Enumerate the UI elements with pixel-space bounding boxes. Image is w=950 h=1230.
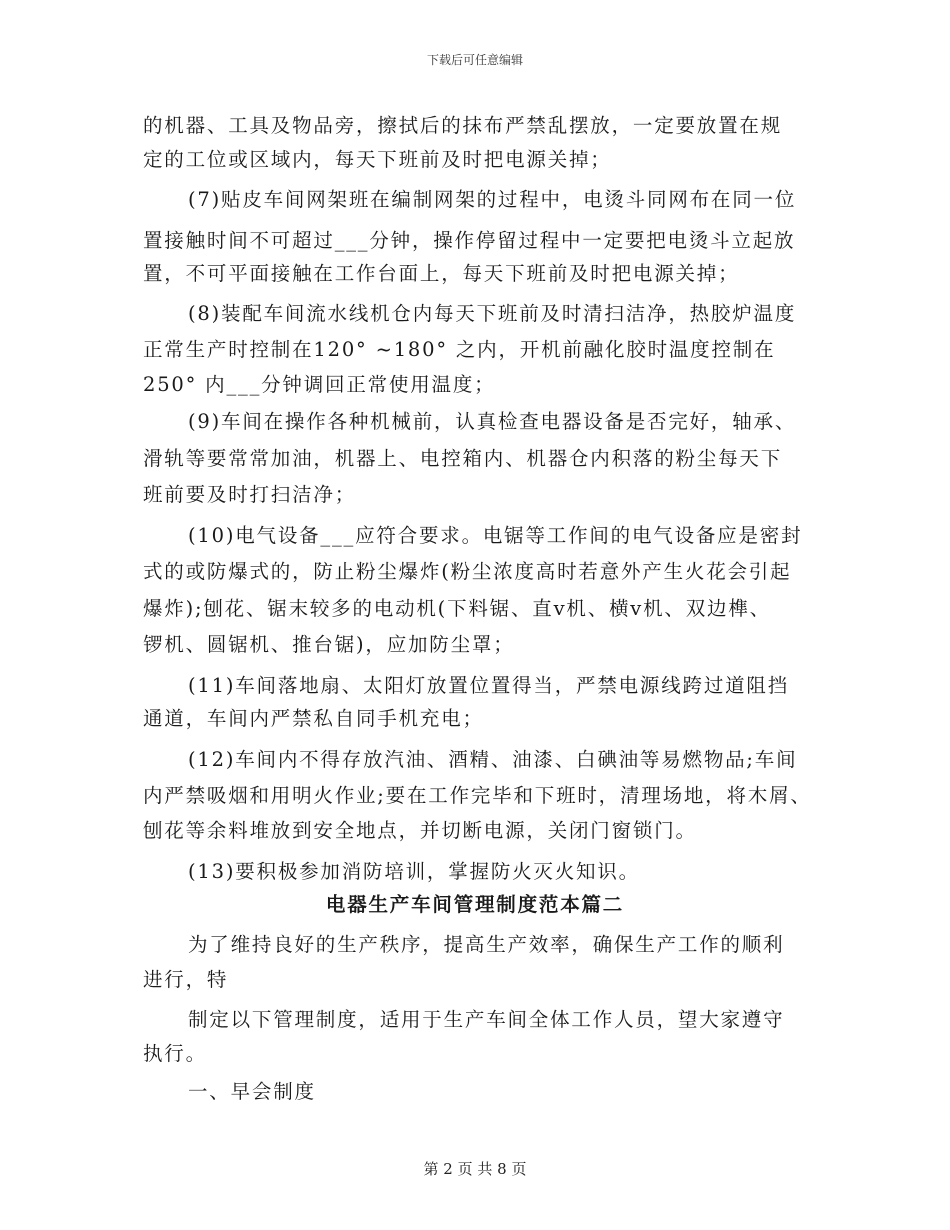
paragraph-line: 滑轨等要常常加油，机器上、电控箱内、机器仓内积落的粉尘每天下 bbox=[143, 447, 783, 470]
paragraph-line: 进行，特 bbox=[143, 968, 229, 991]
paragraph-line: 刨花等余料堆放到安全地点，并切断电源，关闭门窗锁门。 bbox=[143, 819, 697, 842]
paragraph-line: 执行。 bbox=[143, 1042, 207, 1065]
paragraph-first-line: (9)车间在操作各种机械前，认真检查电器设备是否完好，轴承、 bbox=[188, 410, 797, 433]
paragraph-line: 锣机、圆锯机、推台锯)，应加防尘罩； bbox=[143, 633, 515, 656]
paragraph-line: 置接触时间不可超过___分钟，操作停留过程中一定要把电烫斗立起放 bbox=[143, 229, 796, 252]
paragraph-first-line: 制定以下管理制度，适用于生产车间全体工作人员，望大家遵守 bbox=[188, 1008, 785, 1031]
paragraph-line: 的机器、工具及物品旁，擦拭后的抹布严禁乱摆放，一定要放置在规 bbox=[143, 114, 783, 137]
paragraph-line: 班前要及时打扫洁净； bbox=[143, 483, 357, 506]
paragraph-first-line: (8)装配车间流水线机仓内每天下班前及时清扫洁净，热胶炉温度 bbox=[188, 302, 797, 325]
paragraph-first-line: 一、早会制度 bbox=[188, 1080, 316, 1103]
paragraph-first-line: (11)车间落地扇、太阳灯放置位置得当，严禁电源线跨过道阻挡 bbox=[188, 674, 790, 697]
paragraph-line: 定的工位或区域内，每天下班前及时把电源关掉； bbox=[143, 148, 612, 171]
page-header: 下载后可任意编辑 bbox=[426, 53, 523, 67]
paragraph-line: 置，不可平面接触在工作台面上，每天下班前及时把电源关掉； bbox=[143, 262, 740, 285]
paragraph-line: 通道，车间内严禁私自同手机充电； bbox=[143, 707, 484, 730]
paragraph-line: 内严禁吸烟和用明火作业;要在工作完毕和下班时，清理场地，将木屑、 bbox=[143, 784, 812, 807]
page-footer: 第 2 页 共 8 页 bbox=[423, 1160, 527, 1178]
paragraph-first-line: 为了维持良好的生产秩序，提高生产效率，确保生产工作的顺利 bbox=[188, 933, 785, 956]
paragraph-line: 正常生产时控制在120° ~180° 之内，开机前融化胶时温度控制在 bbox=[143, 338, 776, 361]
paragraph-first-line: (7)贴皮车间网架班在编制网架的过程中，电烫斗同网布在同一位 bbox=[188, 188, 797, 211]
paragraph-line: 爆炸);刨花、锯末较多的电动机(下料锯、直v机、横v机、双边榫、 bbox=[143, 597, 771, 620]
paragraph-first-line: (10)电气设备___应符合要求。电锯等工作间的电气设备应是密封 bbox=[188, 524, 803, 547]
paragraph-first-line: (12)车间内不得存放汽油、酒精、油漆、白碘油等易燃物品;车间 bbox=[188, 748, 798, 771]
paragraph-line: 250° 内___分钟调回正常使用温度； bbox=[143, 373, 496, 396]
paragraph-line: 式的或防爆式的，防止粉尘爆炸(粉尘浓度高时若意外产生火花会引起 bbox=[143, 560, 792, 583]
paragraph-first-line: (13)要积极参加消防培训，掌握防火灭火知识。 bbox=[188, 860, 640, 883]
section-heading: 电器生产车间管理制度范本篇二 bbox=[325, 893, 625, 916]
